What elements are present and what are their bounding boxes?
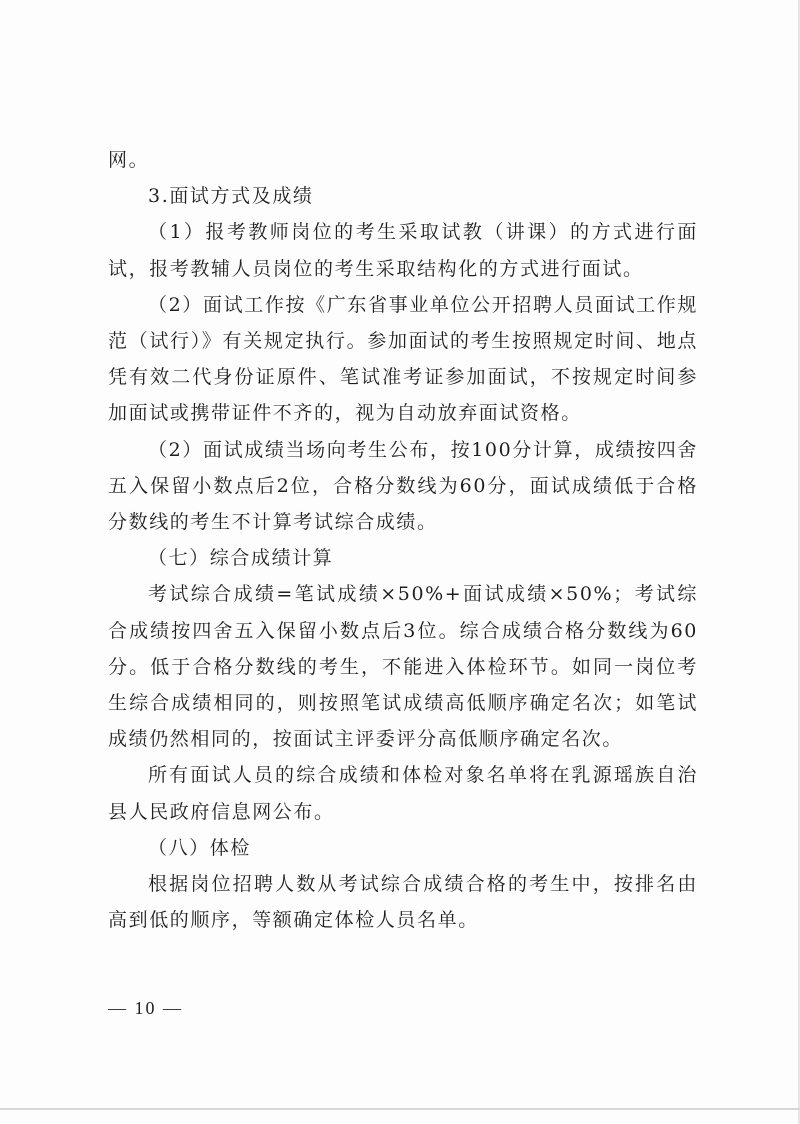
- section-heading-interview-method: 3.面试方式及成绩: [148, 185, 314, 208]
- paragraph-publication: 所有面试人员的综合成绩和体检对象名单将在乳源瑶族自治县人民政府信息网公布。: [108, 764, 698, 823]
- paragraph-physical-exam: 根据岗位招聘人数从考试综合成绩合格的考生中，按排名由高到低的顺序，等额确定体检人员名单。: [108, 873, 698, 932]
- paragraph-interview-format: （1）报考教师岗位的考生采取试教（讲课）的方式进行面试，报考教辅人员岗位的考生采取结构化的方式进行面试。: [108, 221, 698, 280]
- paragraph-continuation: 网。: [108, 149, 150, 171]
- paragraph-composite-formula: 考试综合成绩=笔试成绩×50%+面试成绩×50%；考试综合成绩按四舍五入保留小数点后3位。综合成绩合格分数线为60分。低于合格分数线的考生，不能进入体检环节。如同一岗位考生综合成绩相同的，则按照笔试成绩高低顺序确定名次；如笔试成绩仍然相同的，按面试主评委评分高低顺序确定名次。: [108, 583, 698, 751]
- body-text: [108, 142, 698, 938]
- paragraph-interview-score: （2）面试成绩当场向考生公布，按100分计算，成绩按四舍五入保留小数点后2位，合格分数线为60分，面试成绩低于合格分数线的考生不计算考试综合成绩。: [108, 438, 698, 534]
- section-heading-composite-score: （七）综合成绩计算: [148, 547, 334, 570]
- section-heading-physical-exam: （八）体检: [148, 836, 252, 859]
- paragraph-interview-rules: （2）面试工作按《广东省事业单位公开招聘人员面试工作规范（试行）》有关规定执行。参加面试的考生按照规定时间、地点凭有效二代身份证原件、笔试准考证参加面试，不按规定时间参加面试或携带证件不齐的，视为自动放弃面试资格。: [108, 293, 698, 425]
- scan-edge-bottom: [0, 1108, 800, 1110]
- page-number: — 10 —: [108, 998, 183, 1018]
